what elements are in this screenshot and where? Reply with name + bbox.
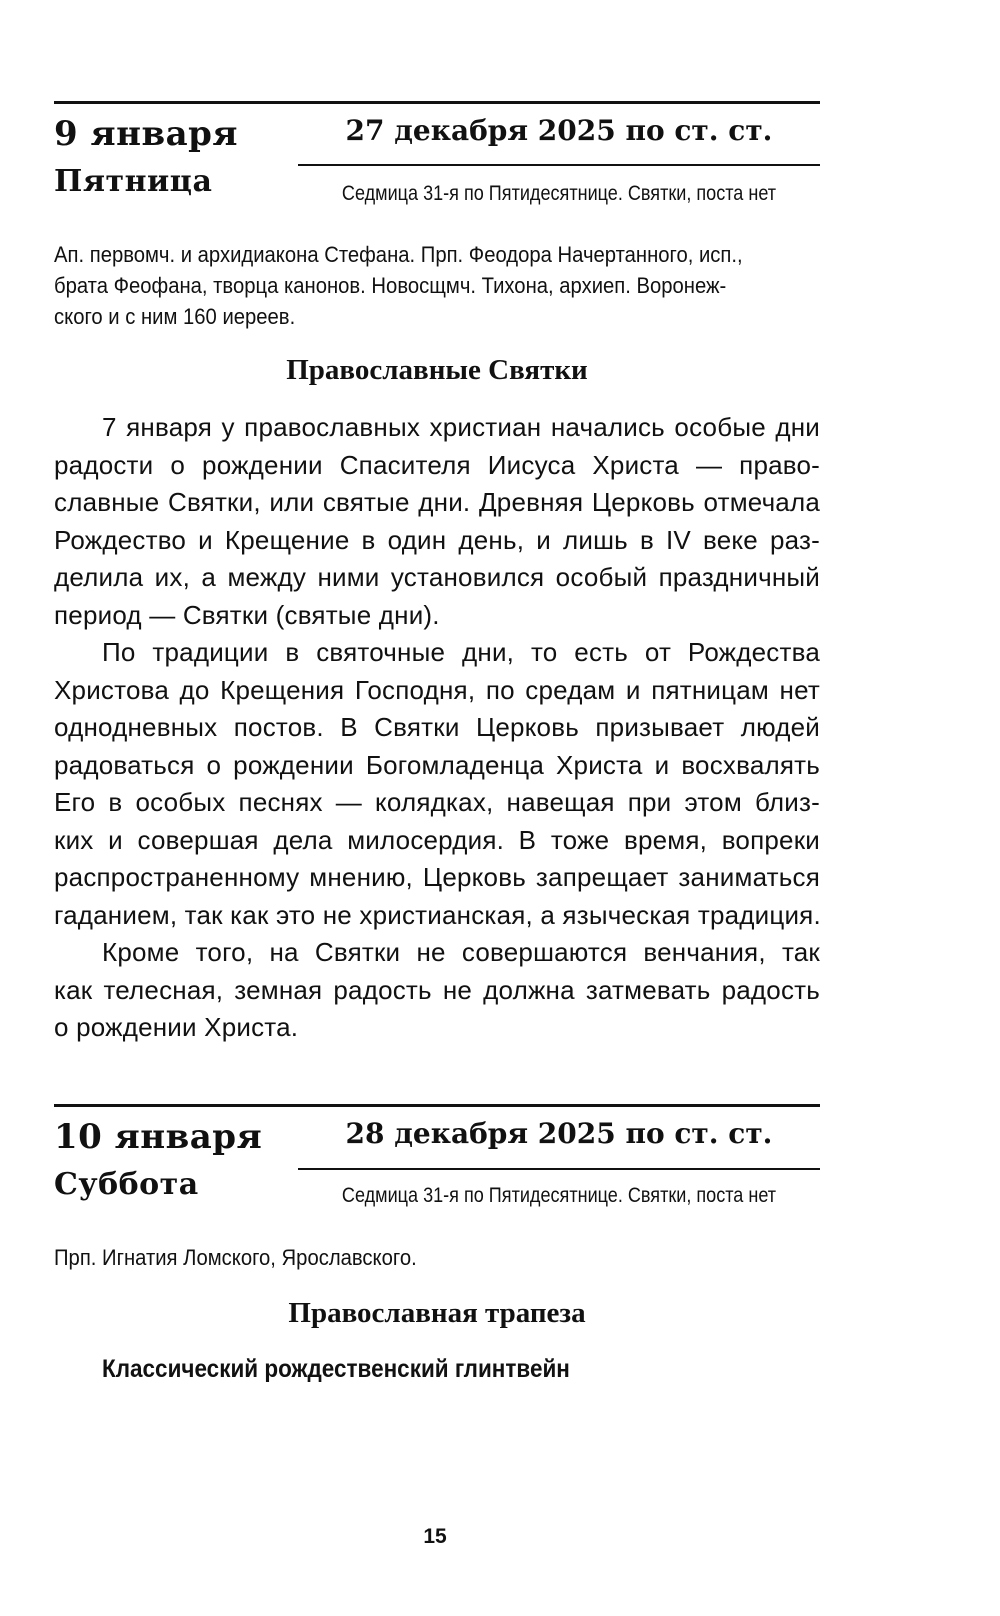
civil-date: 9 января	[54, 114, 239, 154]
text-line: радоваться о рождении Богомладенца Христа и восхвалять	[54, 749, 820, 780]
saints-commemorated	[54, 239, 820, 332]
text-line: Его в особых песнях — колядках, навещая при этом близ-	[54, 787, 820, 817]
saints-line: Ап. первомч. и архидиакона Стефана. Прп. Феодора Начертанного, исп.,	[54, 242, 743, 267]
text-line: Рождество и Крещение в один день, и лишь в IV веке раз-	[54, 524, 820, 555]
old-style-date: 28 декабря 2025 по ст. ст.	[345, 1117, 773, 1150]
week-info: Седмица 31-я по Пятидесятнице. Святки, поста нет	[341, 182, 777, 205]
text-line: Христова до Крещения Господня, по средам и пятницам нет	[54, 674, 820, 705]
text-line: как телесная, земная радость не должна затмевать радость	[54, 974, 820, 1005]
text-line: Кроме того, на Святки не совершаются венчания, так	[102, 937, 820, 967]
text-line: однодневных постов. В Святки Церковь призывает людей	[54, 712, 820, 742]
text-line: о рождении Христа.	[54, 1012, 299, 1042]
header-subrule	[298, 164, 820, 166]
header-subrule	[298, 1168, 820, 1170]
header-rule	[54, 1104, 820, 1107]
text-line: период — Святки (святые дни).	[54, 599, 440, 630]
text-line: ких и совершая дела милосердия. В тоже время, вопреки	[54, 824, 820, 855]
saints-line: ского и с ним 160 иереев.	[54, 304, 296, 329]
text-line: распространенному мнению, Церковь запрещает заниматься	[54, 862, 820, 892]
recipe-title: Классический рождественский глинтвейн	[102, 1355, 570, 1383]
page-number: 15	[423, 1525, 447, 1548]
section-title: Православная трапеза	[288, 1297, 586, 1329]
text-line: 7 января у православных христиан начались особые дни	[102, 412, 820, 442]
text-line: По традиции в святочные дни, то есть от Рождества	[102, 637, 820, 667]
saints-commemorated	[54, 1242, 820, 1273]
section-title: Православные Святки	[286, 354, 588, 386]
old-style-date: 27 декабря 2025 по ст. ст.	[345, 114, 773, 147]
saints-line: Прп. Игнатия Ломского, Ярославского.	[54, 1245, 417, 1270]
article-body	[54, 409, 820, 1047]
header-rule	[54, 101, 820, 104]
text-line: делила их, а между ними установился особый праздничный	[54, 562, 820, 592]
week-info: Седмица 31-я по Пятидесятнице. Святки, поста нет	[341, 1184, 777, 1207]
text-line: гаданием, так как это не христианская, а языческая традиция.	[54, 899, 821, 930]
saints-line: брата Феофана, творца канонов. Новосщмч. Тихона, архиеп. Воронеж-	[54, 273, 727, 298]
weekday: Суббота	[54, 1167, 199, 1202]
text-line: славные Святки, или святые дни. Древняя Церковь отмечала	[54, 487, 820, 517]
weekday: Пятница	[54, 164, 213, 199]
text-line: радости о рождении Спасителя Иисуса Христа — право-	[54, 449, 820, 480]
civil-date: 10 января	[54, 1117, 263, 1157]
